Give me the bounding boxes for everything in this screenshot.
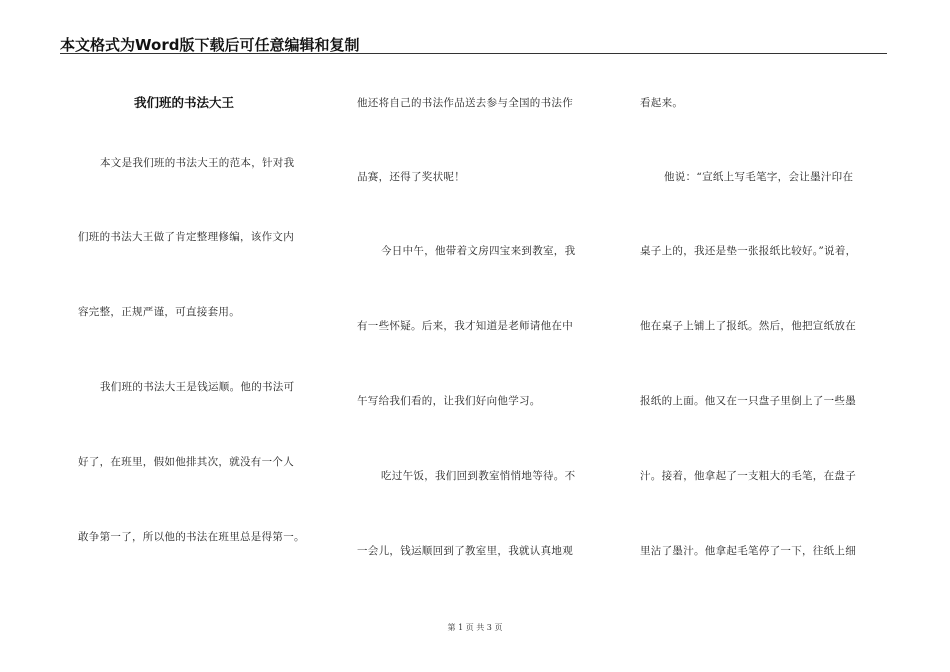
text-line: 本文是我们班的书法大王的范本，针对我: [100, 157, 295, 169]
text-line: 报纸的上面。他又在一只盘子里倒上了一些墨: [640, 395, 856, 407]
text-line: 汁。接着，他拿起了一支粗大的毛笔，在盘子: [640, 470, 856, 482]
text-line: 午写给我们看的，让我们好向他学习。: [357, 395, 541, 407]
text-line: 他说：“宣纸上写毛笔字，会让墨汁印在: [664, 171, 854, 183]
text-line: 们班的书法大王做了肯定整理修编，该作文内: [78, 231, 294, 243]
text-line: 看起来。: [640, 97, 684, 109]
text-line: 他在桌子上铺上了报纸。然后，他把宣纸放在: [640, 320, 856, 332]
text-line: 里沾了墨汁。他拿起毛笔停了一下，往纸上细: [640, 545, 856, 557]
text-line: 敢争第一了，所以他的书法在班里总是得第一。: [78, 531, 305, 543]
text-line: 我们班的书法大王是钱运顺。他的书法可: [100, 381, 295, 393]
text-line: 他还将自己的书法作品送去参与全国的书法作: [357, 97, 573, 109]
page-number: 第 1 页 共 3 页: [447, 623, 503, 632]
text-line: 好了，在班里，假如他排其次，就没有一个人: [78, 456, 294, 468]
text-line: 吃过午饭，我们回到教室悄悄地等待。不: [381, 470, 576, 482]
text-column-3: [640, 0, 890, 620]
text-column-2: [357, 0, 607, 620]
text-line: 桌子上的，我还是垫一张报纸比较好。”说着，: [640, 245, 857, 257]
text-line: 有一些怀疑。后来，我才知道是老师请他在中: [357, 320, 573, 332]
text-line: 品赛，还得了奖状呢！: [357, 171, 465, 183]
article-title: 我们班的书法大王: [134, 95, 235, 110]
document-header-title: 本文格式为Word版下载后可任意编辑和复制: [60, 36, 360, 54]
text-column-1: [78, 0, 328, 620]
text-line: 一会儿，钱运顺回到了教室里，我就认真地观: [357, 545, 573, 557]
text-line: 容完整，正规严谨，可直接套用。: [78, 306, 240, 318]
text-line: 今日中午，他带着文房四宝来到教室，我: [381, 245, 576, 257]
